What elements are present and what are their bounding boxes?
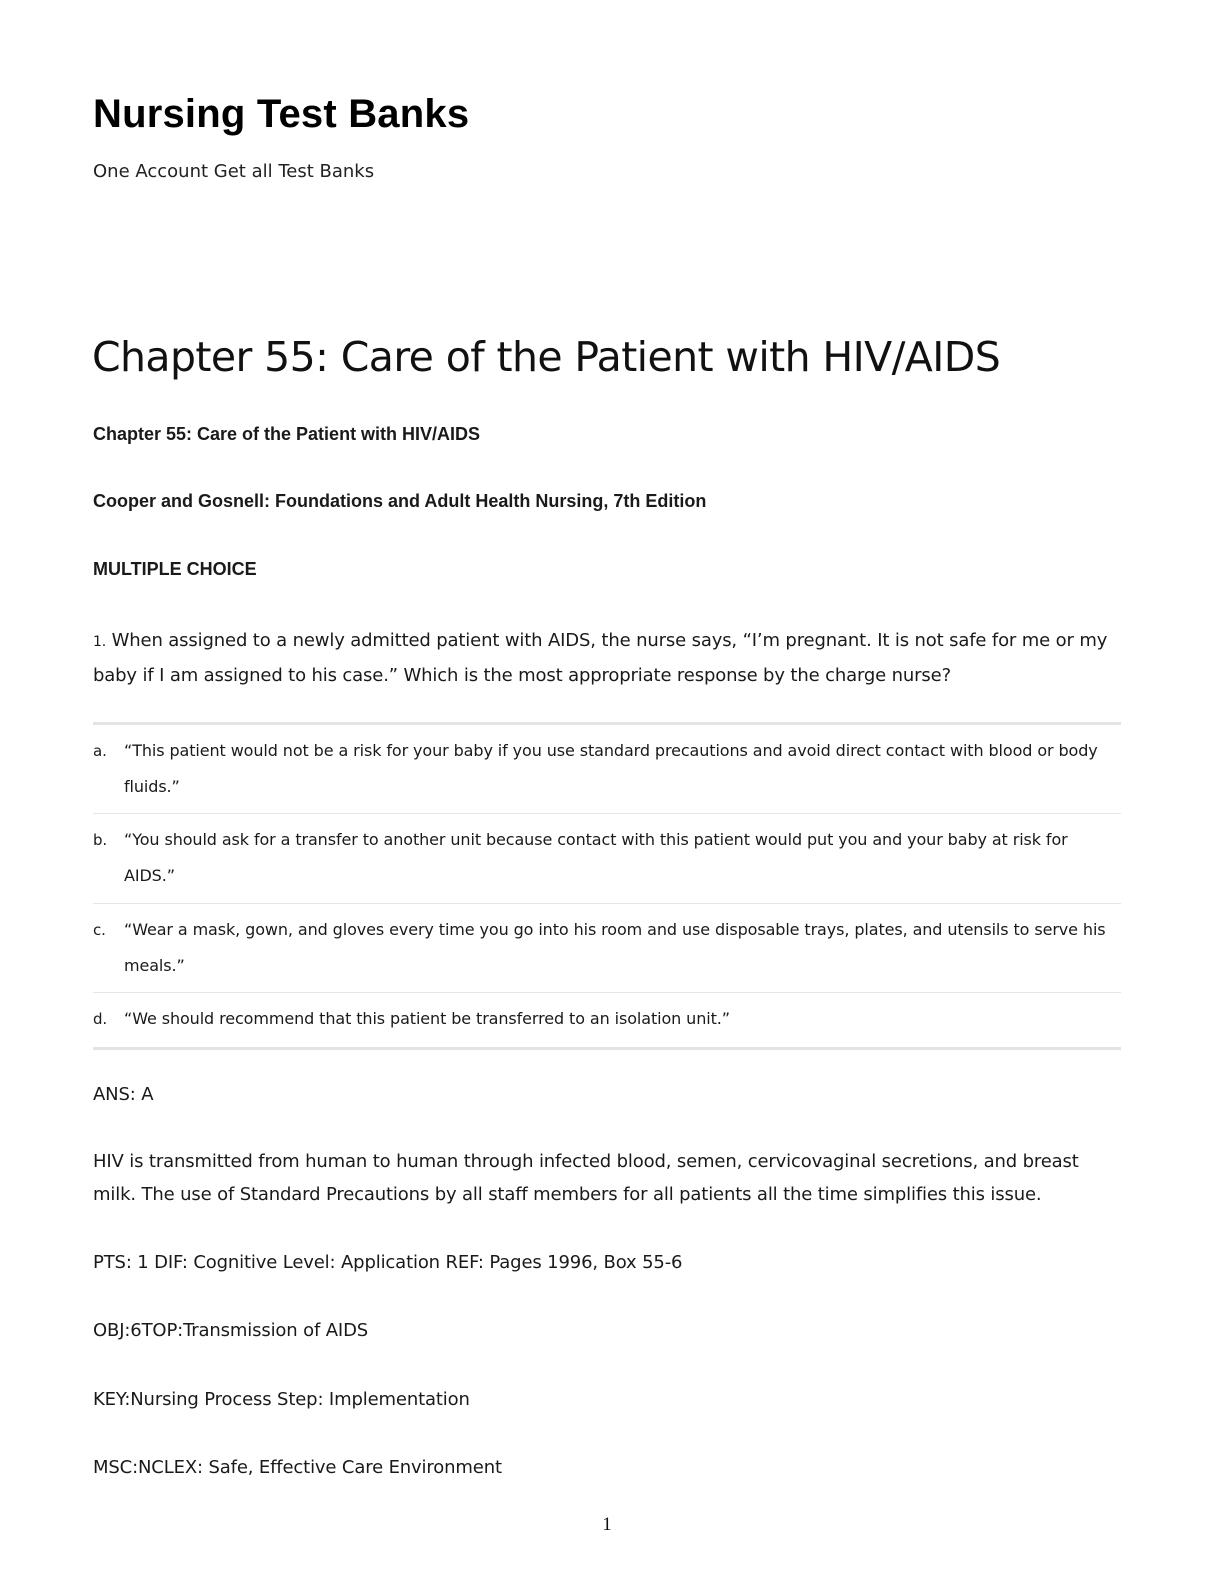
book-title: Cooper and Gosnell: Foundations and Adult Health Nursing, 7th Edition (93, 491, 707, 511)
rationale: HIV is transmitted from human to human through infected blood, semen, cervicovaginal secretions, and breast milk. The use of Standard Precautions by all staff members for all patients all the time simplifies this issue. (93, 1151, 1079, 1205)
question-text: When assigned to a newly admitted patient with AIDS, the nurse says, “I’m pregnant. It is not safe for me or my baby if I am assigned to his case.” Which is the most appropriate response by the charge nurse? (93, 630, 1108, 686)
option-letter: d. (93, 1010, 108, 1028)
option-c (93, 904, 1121, 993)
site-tagline: One Account Get all Test Banks (93, 161, 375, 182)
chapter-subheading: Chapter 55: Care of the Patient with HIV/AIDS (93, 424, 481, 444)
site-title: Nursing Test Banks (93, 92, 470, 136)
nursing-process-key: KEY:Nursing Process Step: Implementation (93, 1389, 470, 1410)
objective-topic: OBJ:6TOP:Transmission of AIDS (93, 1320, 369, 1341)
chapter-heading: Chapter 55: Care of the Patient with HIV/AIDS (92, 333, 1001, 381)
points-difficulty-reference: PTS: 1 DIF: Cognitive Level: Application REF: Pages 1996, Box 55-6 (93, 1252, 683, 1273)
question-number: 1. (93, 634, 107, 650)
option-letter: c. (93, 921, 106, 939)
option-text: “You should ask for a transfer to another unit because contact with this patient would put you and your baby at risk for AIDS.” (124, 830, 1068, 885)
option-text: “This patient would not be a risk for your baby if you use standard precautions and avoid direct contact with blood or body fluids.” (124, 741, 1098, 796)
option-a (93, 725, 1121, 814)
option-letter: a. (93, 742, 107, 760)
section-title: MULTIPLE CHOICE (93, 559, 257, 579)
option-d (93, 993, 1121, 1047)
option-text: “Wear a mask, gown, and gloves every time you go into his room and use disposable trays, plates, and utensils to serve his meals.” (124, 920, 1106, 975)
option-b (93, 814, 1121, 904)
page-number: 1 (602, 1514, 612, 1535)
option-text: “We should recommend that this patient be transferred to an isolation unit.” (124, 1009, 730, 1028)
question-stem (93, 624, 1123, 692)
nclex-category: MSC:NCLEX: Safe, Effective Care Environment (93, 1457, 502, 1478)
answer-key: ANS: A (93, 1084, 154, 1105)
answer-options (93, 722, 1121, 1050)
option-letter: b. (93, 831, 108, 849)
